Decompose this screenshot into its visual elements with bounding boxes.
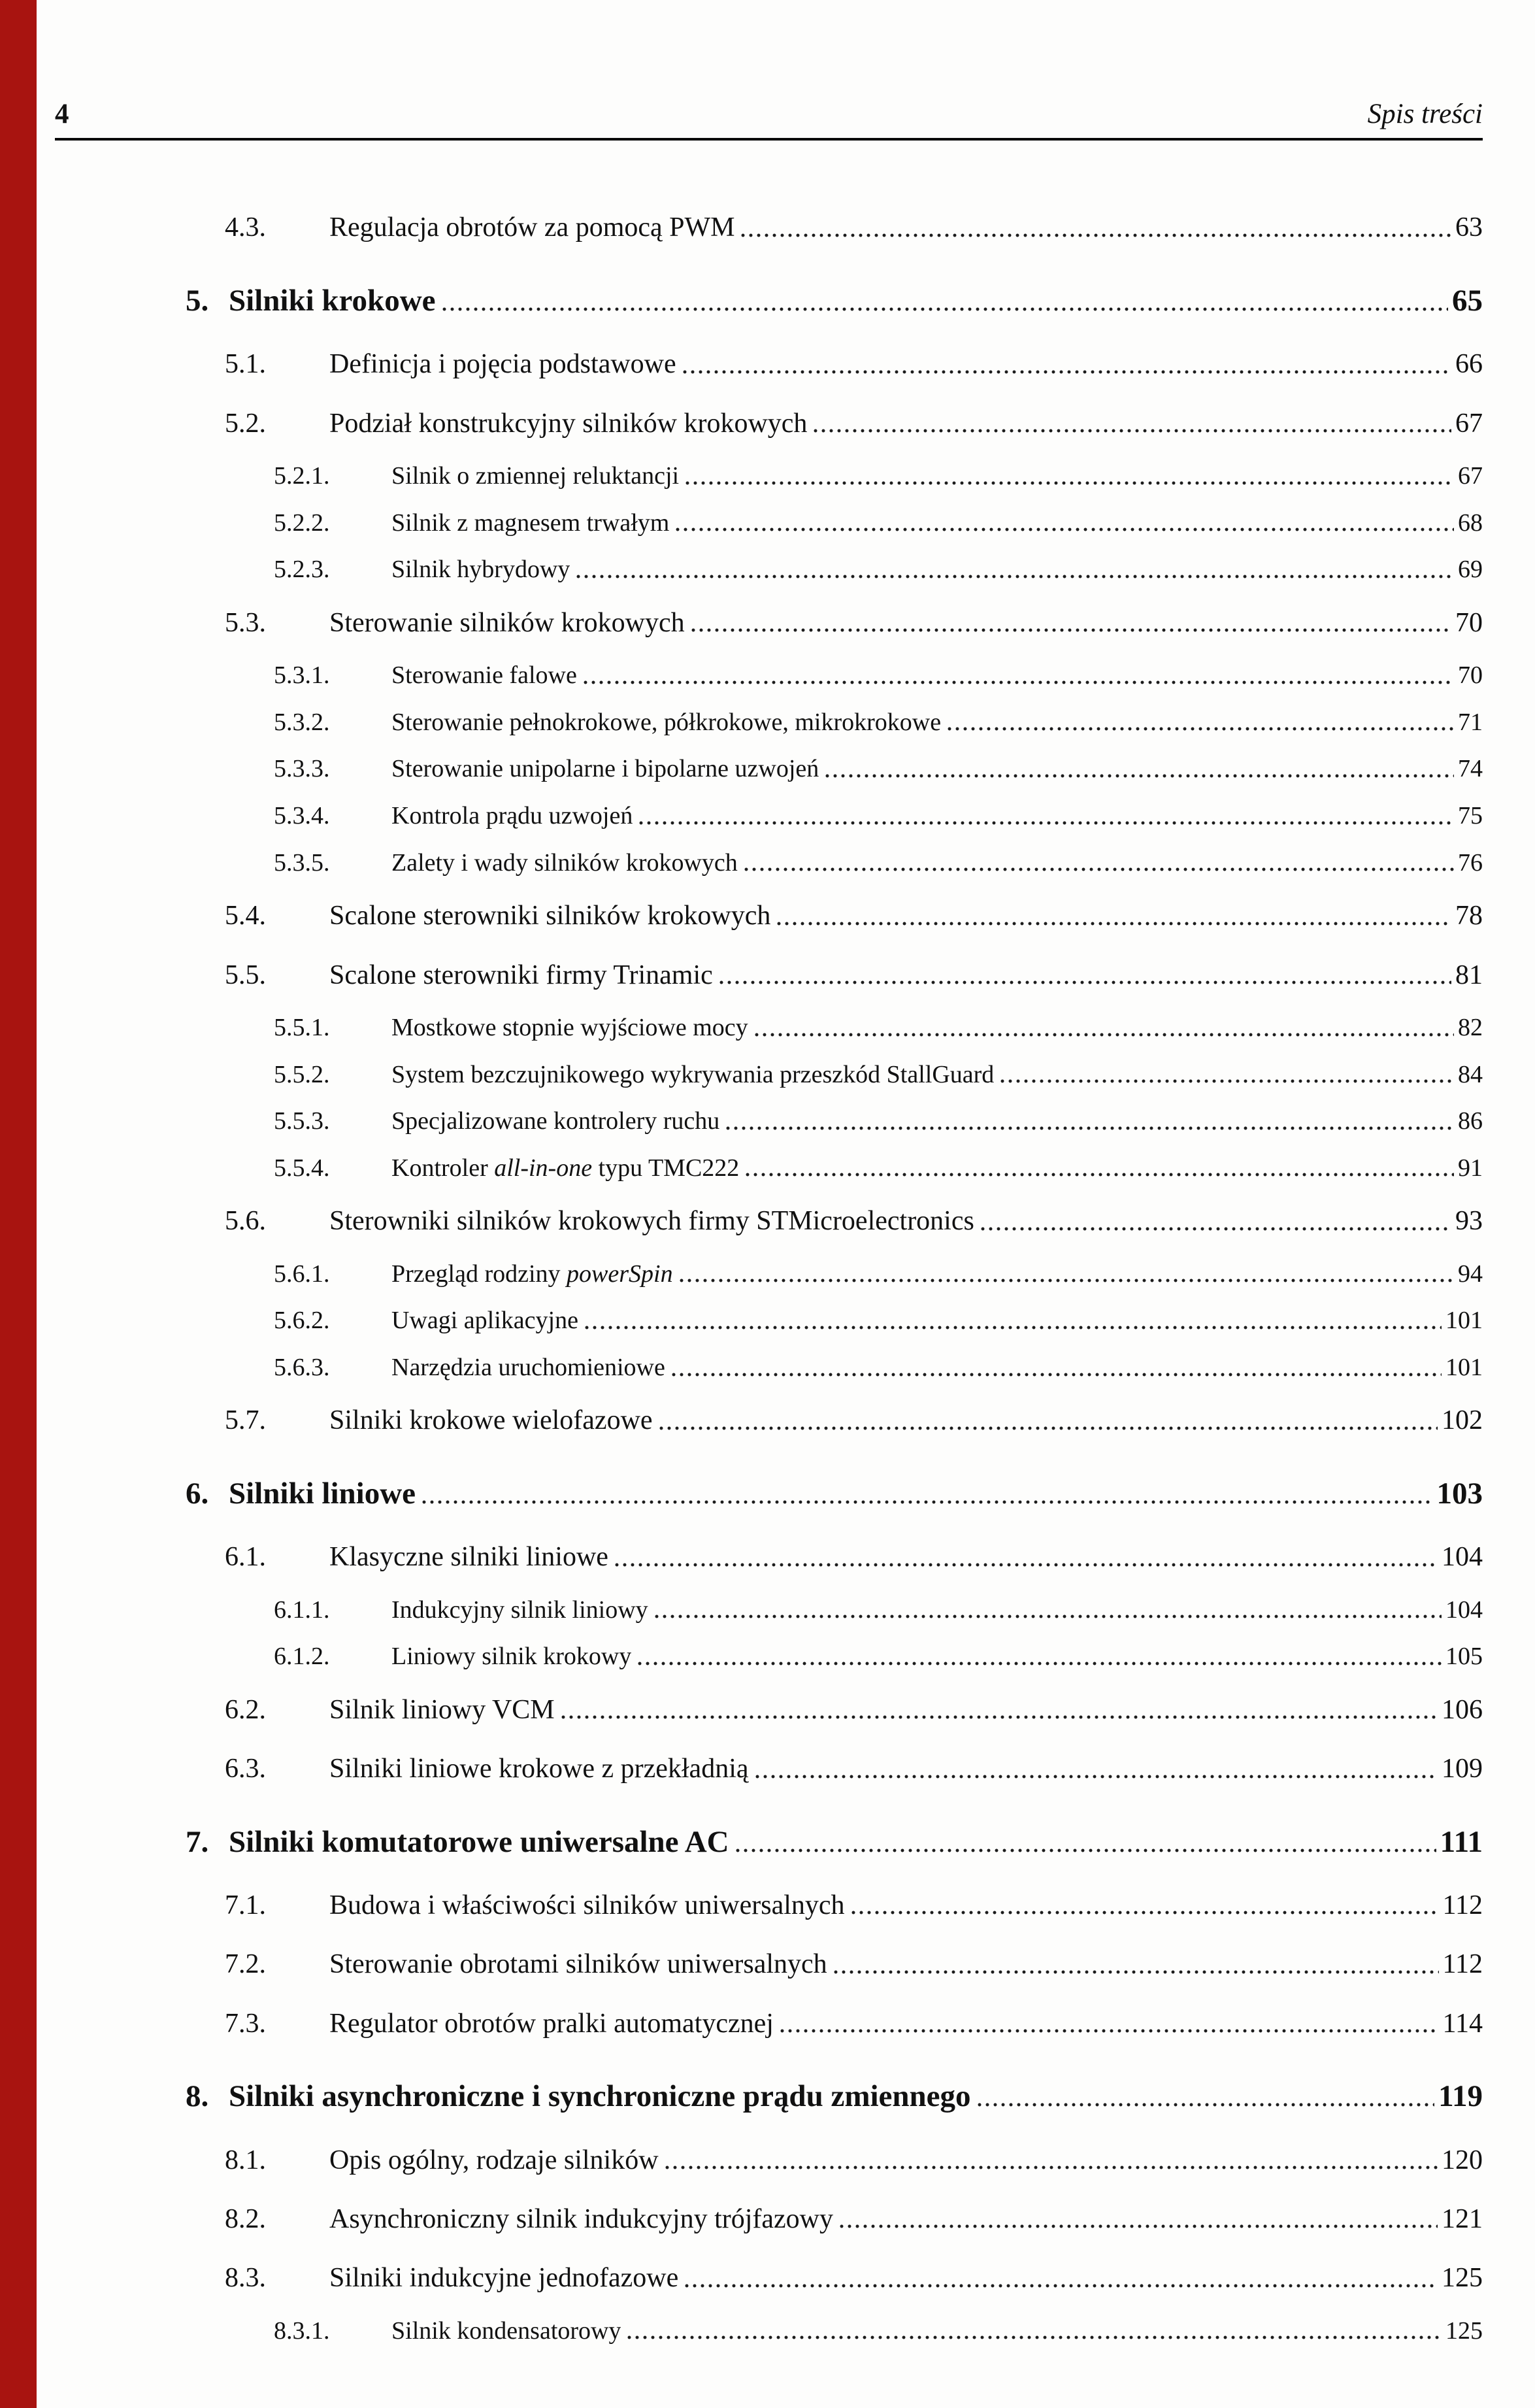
toc-title-segment: Sterowanie silników krokowych xyxy=(329,607,685,638)
toc-entry-page: 102 xyxy=(1442,1405,1483,1436)
toc-entry-title xyxy=(391,1260,673,1290)
toc-entry-number: 6.1. xyxy=(225,1542,266,1573)
toc-entry-number: 5.3.1. xyxy=(274,661,330,690)
toc-title-segment: Sterowanie pełnokrokowe, półkrokowe, mikrokrokowe xyxy=(391,708,942,736)
toc-leader-dots xyxy=(680,1279,1454,1282)
toc-title-segment: Sterowanie falowe xyxy=(391,661,577,690)
toc-entry xyxy=(55,1251,1483,1298)
toc-entry xyxy=(55,1192,1483,1250)
toc-title-segment: Liniowy silnik krokowy xyxy=(391,1643,632,1671)
toc-entry-title xyxy=(329,2144,659,2177)
toc-title-segment: Budowa i właściwości silników uniwersalnych xyxy=(329,1890,845,1920)
toc-entry-page: 84 xyxy=(1458,1060,1483,1088)
toc-entry-title xyxy=(391,2316,621,2347)
toc-leader-dots xyxy=(978,2103,1435,2107)
toc-leader-dots xyxy=(755,1775,1438,1779)
toc-entry-title xyxy=(329,959,713,992)
toc-entry-page: 125 xyxy=(1445,2316,1483,2345)
toc-leader-dots xyxy=(719,980,1451,984)
toc-entry-title xyxy=(391,1107,719,1137)
toc-entry-number: 5.4. xyxy=(225,901,266,931)
toc-entry xyxy=(55,394,1483,453)
toc-entry-number: 8. xyxy=(186,2079,209,2114)
toc-entry xyxy=(55,1005,1483,1052)
toc-entry-number: 5.2. xyxy=(225,408,266,439)
toc-entry-title xyxy=(391,708,941,738)
toc-title-segment: Opis ogólny, rodzaje silników xyxy=(329,2145,659,2175)
toc-entry-number: 8.3. xyxy=(225,2263,266,2294)
toc-entry xyxy=(55,840,1483,887)
toc-entry xyxy=(55,594,1483,652)
toc-title-italic-segment: all-in-one xyxy=(494,1154,593,1182)
toc-entry-number: 5.2.2. xyxy=(274,509,330,537)
toc-entry-number: 5.6.1. xyxy=(274,1260,330,1288)
toc-entry xyxy=(55,198,1483,257)
toc-entry-page: 67 xyxy=(1458,462,1483,490)
toc-title-segment: Silniki komutatorowe uniwersalne AC xyxy=(229,1824,729,1859)
toc-title-segment: Sterowanie unipolarne i bipolarne uzwojeń xyxy=(391,755,819,783)
toc-entry-title xyxy=(391,1353,665,1383)
toc-entry-number: 5.6.3. xyxy=(274,1353,330,1381)
toc-entry-title xyxy=(329,407,807,440)
toc-entry-page: 105 xyxy=(1445,1643,1483,1671)
toc-entry xyxy=(55,1145,1483,1192)
toc-entry-number: 5.5.2. xyxy=(274,1060,330,1088)
toc-entry-number: 4.3. xyxy=(225,212,266,243)
toc-entry-title xyxy=(329,2007,774,2040)
toc-entry xyxy=(55,1739,1483,1798)
toc-entry-page: 66 xyxy=(1455,349,1483,380)
toc-leader-dots xyxy=(576,575,1454,578)
toc-entry-page: 75 xyxy=(1458,801,1483,829)
toc-title-segment: Sterowanie obrotami silników uniwersalnych xyxy=(329,1949,827,1980)
toc-entry-title xyxy=(329,211,734,244)
toc-entry-title xyxy=(329,1948,827,1981)
toc-entry-page: 74 xyxy=(1458,755,1483,783)
toc-entry-number: 6. xyxy=(186,1476,209,1511)
toc-title-segment: Narzędzia uruchomieniowe xyxy=(391,1353,665,1381)
toc-entry xyxy=(55,258,1483,335)
toc-entry xyxy=(55,546,1483,594)
toc-entry-page: 120 xyxy=(1442,2145,1483,2175)
toc-entry xyxy=(55,1391,1483,1450)
toc-title-segment: Regulator obrotów pralki automatycznej xyxy=(329,2008,774,2039)
toc-entry xyxy=(55,1681,1483,1739)
toc-entry-page: 94 xyxy=(1458,1260,1483,1288)
toc-title-segment: Silniki krokowe xyxy=(229,283,436,318)
toc-entry-number: 5.3.4. xyxy=(274,801,330,829)
toc-entry-page: 69 xyxy=(1458,556,1483,584)
toc-entry-page: 81 xyxy=(1455,960,1483,990)
toc-title-segment: Silnik liniowy VCM xyxy=(329,1694,555,1725)
toc-leader-dots xyxy=(691,628,1451,632)
toc-entry-number: 5.3.2. xyxy=(274,708,330,736)
toc-entry xyxy=(55,699,1483,746)
toc-entry-number: 5. xyxy=(186,283,209,318)
header-rule xyxy=(55,138,1483,141)
toc-entry-page: 121 xyxy=(1442,2203,1483,2234)
toc-entry-title xyxy=(329,1889,845,1922)
toc-entry-title xyxy=(329,348,676,380)
toc-entry-title xyxy=(391,1306,578,1336)
toc-entry xyxy=(55,1345,1483,1392)
toc-leader-dots xyxy=(422,1500,1432,1504)
toc-entry xyxy=(55,1799,1483,1876)
toc-title-segment: Silniki indukcyjne jednofazowe xyxy=(329,2263,679,2294)
toc-entry-number: 5.6.2. xyxy=(274,1307,330,1335)
page-header xyxy=(55,98,1483,130)
toc-entry-number: 5.7. xyxy=(225,1405,266,1436)
toc-entry-number: 7. xyxy=(186,1824,209,1859)
toc-leader-dots xyxy=(615,1563,1438,1567)
toc-entry-number: 5.5.1. xyxy=(274,1013,330,1041)
toc-entry xyxy=(55,1935,1483,1994)
toc-entry-page: 119 xyxy=(1438,2079,1483,2114)
toc-entry-number: 6.3. xyxy=(225,1754,266,1784)
toc-entry-number: 5.5.3. xyxy=(274,1107,330,1135)
toc-entry-title xyxy=(329,1694,555,1726)
toc-title-segment: Silnik z magnesem trwałym xyxy=(391,509,670,537)
toc-title-segment: Zalety i wady silników krokowych xyxy=(391,848,738,877)
toc-leader-dots xyxy=(755,1033,1454,1037)
toc-entry-number: 7.2. xyxy=(225,1949,266,1980)
toc-entry xyxy=(55,2249,1483,2307)
toc-entry-page: 109 xyxy=(1442,1754,1483,1784)
toc-entry-page: 76 xyxy=(1458,848,1483,877)
toc-entry xyxy=(55,2308,1483,2355)
toc-entry xyxy=(55,1450,1483,1528)
toc-title-italic-segment: powerSpin xyxy=(567,1260,673,1288)
toc-entry-title xyxy=(391,1596,648,1626)
toc-entry-page: 111 xyxy=(1440,1824,1483,1859)
toc-leader-dots xyxy=(685,2284,1438,2288)
toc-leader-dots xyxy=(741,233,1451,237)
toc-entry-title xyxy=(391,555,570,585)
toc-entry-number: 7.3. xyxy=(225,2008,266,2039)
toc-entry-title xyxy=(329,1404,653,1437)
toc-entry-title xyxy=(329,607,685,639)
toc-entry-page: 78 xyxy=(1455,901,1483,931)
toc-entry xyxy=(55,1994,1483,2053)
toc-title-segment: Silniki krokowe wielofazowe xyxy=(329,1405,653,1436)
toc-title-segment: Specjalizowane kontrolery ruchu xyxy=(391,1107,720,1135)
toc-entry-title xyxy=(391,509,669,539)
header-page-number: 4 xyxy=(55,99,69,129)
toc-entry-title xyxy=(391,1154,739,1184)
toc-title-segment: Definicja i pojęcia podstawowe xyxy=(329,349,676,380)
toc-entry-page: 104 xyxy=(1442,1542,1483,1573)
toc-entry-title xyxy=(329,1541,608,1573)
toc-entry xyxy=(55,1587,1483,1634)
toc-title-segment: Silniki liniowe xyxy=(229,1476,416,1511)
toc-entry xyxy=(55,1098,1483,1145)
toc-title-segment: Przegląd rodziny xyxy=(391,1260,567,1288)
header-section-title: Spis treści xyxy=(1367,99,1483,129)
toc-title-segment: Uwagi aplikacyjne xyxy=(391,1307,578,1335)
toc-entry-page: 112 xyxy=(1442,1890,1483,1920)
toc-list xyxy=(55,198,1483,2354)
toc-entry-title xyxy=(391,801,633,831)
toc-title-segment: Kontrola prądu uzwojeń xyxy=(391,801,633,829)
toc-entry-number: 6.1.2. xyxy=(274,1643,330,1671)
toc-entry-page: 82 xyxy=(1458,1013,1483,1041)
toc-entry-page: 112 xyxy=(1442,1949,1483,1980)
toc-entry xyxy=(55,1528,1483,1586)
toc-leader-dots xyxy=(659,1426,1438,1430)
toc-title-segment: System bezczujnikowego wykrywania przeszkód StallGuard xyxy=(391,1060,995,1088)
toc-entry-title xyxy=(229,2078,971,2115)
toc-entry-page: 91 xyxy=(1458,1154,1483,1182)
toc-leader-dots xyxy=(744,867,1454,871)
toc-entry-title xyxy=(329,1205,974,1237)
toc-entry-number: 5.3.3. xyxy=(274,755,330,783)
toc-leader-dots xyxy=(627,2335,1442,2339)
toc-entry xyxy=(55,2190,1483,2249)
toc-leader-dots xyxy=(584,680,1454,684)
toc-entry-title xyxy=(391,1060,994,1090)
toc-entry-title xyxy=(391,461,679,492)
toc-entry-number: 8.1. xyxy=(225,2145,266,2175)
toc-title-segment: Silnik o zmiennej reluktancji xyxy=(391,462,680,490)
toc-leader-dots xyxy=(685,481,1454,485)
toc-entry-number: 5.2.3. xyxy=(274,556,330,584)
toc-title-segment: Klasyczne silniki liniowe xyxy=(329,1542,608,1573)
toc-leader-dots xyxy=(736,1848,1436,1852)
toc-leader-dots xyxy=(665,2166,1438,2169)
toc-entry-page: 104 xyxy=(1445,1596,1483,1624)
toc-leader-dots xyxy=(655,1614,1442,1618)
toc-entry xyxy=(55,500,1483,547)
toc-entry-title xyxy=(391,1013,748,1043)
toc-entry-number: 5.1. xyxy=(225,349,266,380)
toc-entry xyxy=(55,746,1483,793)
toc-leader-dots xyxy=(948,727,1454,731)
toc-entry xyxy=(55,2131,1483,2190)
toc-title-segment: Podział konstrukcyjny silników krokowych xyxy=(329,408,808,439)
toc-leader-dots xyxy=(777,922,1451,926)
toc-entry-page: 63 xyxy=(1455,212,1483,243)
toc-title-segment: Silnik hybrydowy xyxy=(391,556,570,584)
toc-leader-dots xyxy=(981,1227,1451,1231)
toc-leader-dots xyxy=(672,1373,1442,1377)
toc-entry-title xyxy=(329,1752,749,1785)
toc-title-segment: typu TMC222 xyxy=(592,1154,740,1182)
toc-leader-dots xyxy=(851,1911,1439,1915)
toc-entry-title xyxy=(391,754,819,784)
toc-entry-number: 5.3. xyxy=(225,607,266,638)
toc-leader-dots xyxy=(780,2029,1439,2033)
toc-entry xyxy=(55,453,1483,500)
toc-entry-page: 65 xyxy=(1452,283,1483,318)
toc-entry-page: 68 xyxy=(1458,509,1483,537)
toc-entry-page: 86 xyxy=(1458,1107,1483,1135)
toc-entry-page: 70 xyxy=(1458,661,1483,690)
toc-title-segment: Indukcyjny silnik liniowy xyxy=(391,1596,648,1624)
toc-entry-page: 114 xyxy=(1442,2008,1483,2039)
toc-title-segment: Silniki asynchroniczne i synchroniczne prądu zmiennego xyxy=(229,2079,971,2114)
toc-entry-page: 125 xyxy=(1442,2263,1483,2294)
toc-entry-page: 103 xyxy=(1436,1476,1483,1511)
toc-title-segment: Regulacja obrotów za pomocą PWM xyxy=(329,212,735,243)
toc-leader-dots xyxy=(1000,1079,1454,1083)
toc-title-segment: Sterowniki silników krokowych firmy STMicroelectronics xyxy=(329,1206,974,1237)
toc-entry-number: 6.1.1. xyxy=(274,1596,330,1624)
toc-title-segment: Kontroler xyxy=(391,1154,495,1182)
toc-entry-number: 6.2. xyxy=(225,1694,266,1725)
toc-title-segment: Scalone sterowniki firmy Trinamic xyxy=(329,960,713,990)
toc-entry-number: 5.6. xyxy=(225,1206,266,1237)
toc-leader-dots xyxy=(683,370,1451,374)
toc-entry xyxy=(55,1633,1483,1681)
toc-leader-dots xyxy=(638,1662,1442,1665)
toc-entry-page: 101 xyxy=(1445,1353,1483,1381)
toc-leader-dots xyxy=(825,774,1454,778)
toc-entry-title xyxy=(391,661,577,691)
toc-entry-title xyxy=(391,1642,631,1672)
toc-entry-number: 7.1. xyxy=(225,1890,266,1920)
toc-entry-number: 5.2.1. xyxy=(274,462,330,490)
toc-entry-title xyxy=(391,848,738,878)
toc-entry-number: 8.3.1. xyxy=(274,2316,330,2345)
toc-entry-title xyxy=(329,2262,678,2294)
toc-title-segment: Silniki liniowe krokowe z przekładnią xyxy=(329,1754,749,1784)
toc-entry-number: 8.2. xyxy=(225,2203,266,2234)
toc-entry xyxy=(55,793,1483,840)
toc-entry-title xyxy=(229,282,436,319)
toc-entry-page: 93 xyxy=(1455,1206,1483,1237)
toc-entry-page: 101 xyxy=(1445,1307,1483,1335)
toc-entry xyxy=(55,652,1483,699)
toc-entry-page: 71 xyxy=(1458,708,1483,736)
toc-entry-title xyxy=(229,1824,729,1860)
toc-leader-dots xyxy=(442,307,1449,311)
toc-title-segment: Asynchroniczny silnik indukcyjny trójfazowy xyxy=(329,2203,834,2234)
toc-leader-dots xyxy=(639,821,1454,825)
toc-entry xyxy=(55,2053,1483,2130)
toc-entry-page: 70 xyxy=(1455,607,1483,638)
toc-entry xyxy=(55,1297,1483,1345)
toc-entry-number: 5.5.4. xyxy=(274,1154,330,1182)
toc-entry xyxy=(55,886,1483,945)
toc-leader-dots xyxy=(561,1715,1438,1719)
toc-leader-dots xyxy=(585,1326,1442,1329)
toc-entry-page: 106 xyxy=(1442,1694,1483,1725)
toc-entry xyxy=(55,335,1483,393)
toc-entry-title xyxy=(229,1475,416,1512)
toc-leader-dots xyxy=(676,527,1454,531)
toc-entry-page: 67 xyxy=(1455,408,1483,439)
toc-entry xyxy=(55,1876,1483,1935)
toc-title-segment: Scalone sterowniki silników krokowych xyxy=(329,901,771,931)
toc-leader-dots xyxy=(840,2224,1438,2228)
toc-leader-dots xyxy=(834,1970,1439,1974)
toc-entry xyxy=(55,1052,1483,1099)
toc-entry-number: 5.3.5. xyxy=(274,848,330,877)
toc-title-segment: Silnik kondensatorowy xyxy=(391,2316,621,2345)
toc-leader-dots xyxy=(726,1126,1454,1130)
toc-entry-number: 5.5. xyxy=(225,960,266,990)
toc-leader-dots xyxy=(814,429,1451,433)
toc-leader-dots xyxy=(746,1173,1454,1177)
toc-entry-title xyxy=(329,2203,833,2235)
toc-entry xyxy=(55,946,1483,1005)
toc-entry-title xyxy=(329,899,770,932)
toc-title-segment: Mostkowe stopnie wyjściowe mocy xyxy=(391,1013,748,1041)
